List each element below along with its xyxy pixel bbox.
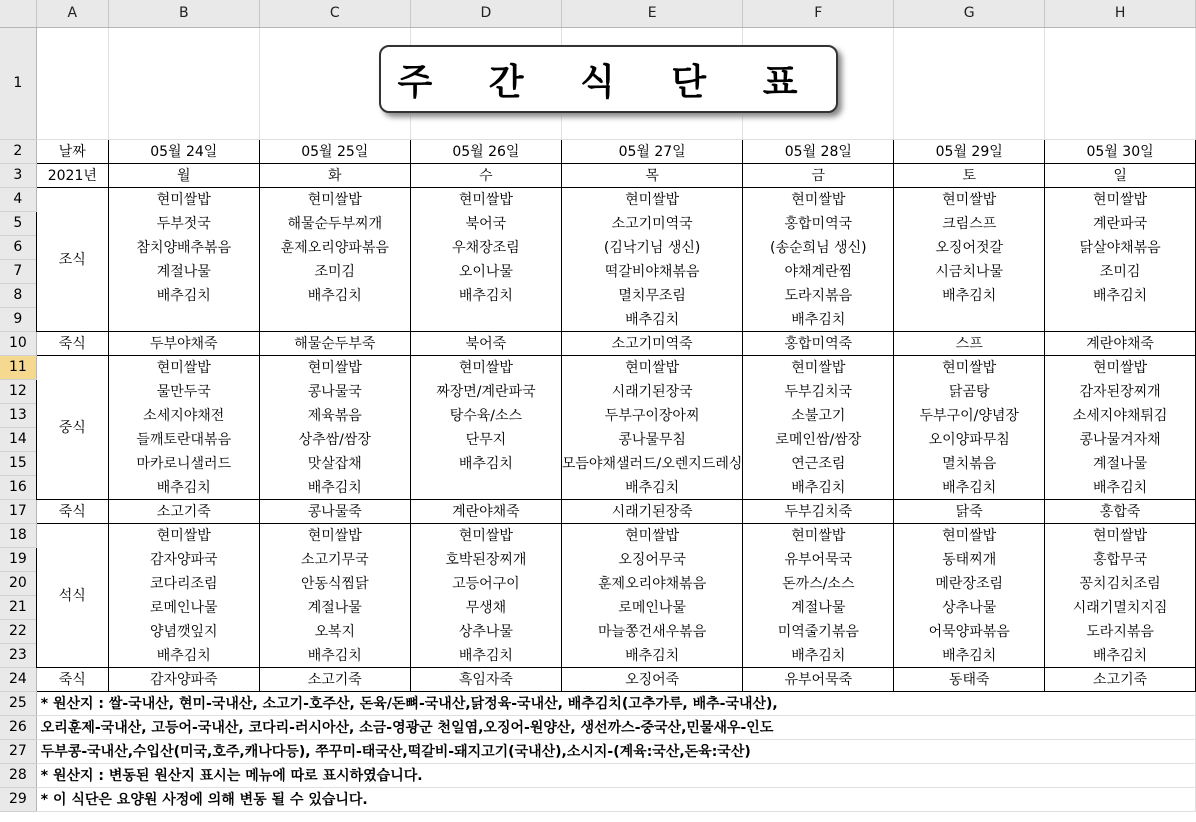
lunch-menu-cell[interactable]: 맛살잡채	[259, 451, 410, 475]
breakfast-menu-cell[interactable]: 현미쌀밥	[259, 187, 410, 211]
row-header-22[interactable]: 22	[0, 619, 36, 643]
dinner-menu-cell[interactable]: 양념깻잎지	[108, 619, 259, 643]
row-header-20[interactable]: 20	[0, 571, 36, 595]
column-header-a[interactable]: A	[36, 0, 108, 27]
breakfast-menu-cell[interactable]	[259, 307, 410, 331]
breakfast-menu-cell[interactable]: 배추김치	[743, 307, 894, 331]
porridge-menu-cell[interactable]: 북어죽	[410, 331, 561, 355]
day-cell[interactable]: 수	[410, 163, 561, 187]
lunch-menu-cell[interactable]: 현미쌀밥	[410, 355, 561, 379]
lunch-menu-cell[interactable]: 소불고기	[743, 403, 894, 427]
date-cell[interactable]: 05월 28일	[743, 139, 894, 163]
dinner-menu-cell[interactable]: 안동식찜닭	[259, 571, 410, 595]
breakfast-menu-cell[interactable]: (송순희님 생신)	[743, 235, 894, 259]
lunch-menu-cell[interactable]: 현미쌀밥	[561, 355, 743, 379]
lunch-menu-cell[interactable]: 콩나물무침	[561, 427, 743, 451]
dinner-menu-cell[interactable]: 돈까스/소스	[743, 571, 894, 595]
dinner-menu-cell[interactable]: 메란장조림	[894, 571, 1045, 595]
day-cell[interactable]: 금	[743, 163, 894, 187]
porridge-label-cell[interactable]: 죽식	[36, 667, 108, 691]
breakfast-menu-cell[interactable]: 현미쌀밥	[743, 187, 894, 211]
porridge-menu-cell[interactable]: 시래기된장죽	[561, 499, 743, 523]
row-header-16[interactable]: 16	[0, 475, 36, 499]
row-header-27[interactable]: 27	[0, 739, 36, 763]
breakfast-menu-cell[interactable]: 훈제오리양파볶음	[259, 235, 410, 259]
row-header-9[interactable]: 9	[0, 307, 36, 331]
porridge-label-cell[interactable]: 죽식	[36, 499, 108, 523]
lunch-menu-cell[interactable]: 현미쌀밥	[743, 355, 894, 379]
row-header-7[interactable]: 7	[0, 259, 36, 283]
row-header-1[interactable]: 1	[0, 27, 36, 139]
porridge-menu-cell[interactable]: 유부어묵죽	[743, 667, 894, 691]
dinner-label-cell[interactable]: 석식	[36, 523, 108, 667]
dinner-menu-cell[interactable]: 동태찌개	[894, 547, 1045, 571]
row-header-26[interactable]: 26	[0, 715, 36, 739]
dinner-menu-cell[interactable]: 코다리조림	[108, 571, 259, 595]
breakfast-menu-cell[interactable]: 조미김	[259, 259, 410, 283]
row-header-12[interactable]: 12	[0, 379, 36, 403]
origin-note[interactable]: 두부콩-국내산,수입산(미국,호주,캐나다등), 쭈꾸미-태국산,떡갈비-돼지고기(국내산),소시지-(계육:국산,돈육:국산)	[36, 739, 1195, 763]
breakfast-menu-cell[interactable]: 두부젓국	[108, 211, 259, 235]
cell[interactable]	[894, 27, 1045, 139]
dinner-menu-cell[interactable]: 로메인나물	[561, 595, 743, 619]
lunch-menu-cell[interactable]: 콩나물국	[259, 379, 410, 403]
cell[interactable]	[36, 27, 108, 139]
origin-note[interactable]: * 원산지 : 쌀-국내산, 현미-국내산, 소고기-호주산, 돈육/돈뼈-국내산,닭정육-국내산, 배추김치(고추가루, 배추-국내산),	[36, 691, 1195, 715]
lunch-menu-cell[interactable]: 배추김치	[410, 451, 561, 475]
date-cell[interactable]: 05월 24일	[108, 139, 259, 163]
dinner-menu-cell[interactable]: 현미쌀밥	[410, 523, 561, 547]
lunch-menu-cell[interactable]: 단무지	[410, 427, 561, 451]
lunch-menu-cell[interactable]: 두부구이/양념장	[894, 403, 1045, 427]
select-all-corner[interactable]	[0, 0, 36, 27]
porridge-menu-cell[interactable]: 흑임자죽	[410, 667, 561, 691]
breakfast-label-cell[interactable]: 조식	[36, 187, 108, 331]
dinner-menu-cell[interactable]: 배추김치	[743, 643, 894, 667]
year-label-cell[interactable]: 2021년	[36, 163, 108, 187]
row-header-15[interactable]: 15	[0, 451, 36, 475]
dinner-menu-cell[interactable]: 로메인나물	[108, 595, 259, 619]
row-header-23[interactable]: 23	[0, 643, 36, 667]
breakfast-menu-cell[interactable]: 현미쌀밥	[561, 187, 743, 211]
breakfast-menu-cell[interactable]: 멸치무조림	[561, 283, 743, 307]
cell[interactable]	[1045, 27, 1196, 139]
lunch-menu-cell[interactable]: 배추김치	[108, 475, 259, 499]
lunch-menu-cell[interactable]: 오이양파무침	[894, 427, 1045, 451]
date-label-cell[interactable]: 날짜	[36, 139, 108, 163]
column-header-e[interactable]: E	[561, 0, 743, 27]
porridge-menu-cell[interactable]: 오징어죽	[561, 667, 743, 691]
porridge-label-cell[interactable]: 죽식	[36, 331, 108, 355]
dinner-menu-cell[interactable]: 배추김치	[894, 643, 1045, 667]
lunch-menu-cell[interactable]: 배추김치	[561, 475, 743, 499]
lunch-menu-cell[interactable]: 배추김치	[894, 475, 1045, 499]
porridge-menu-cell[interactable]: 감자양파죽	[108, 667, 259, 691]
breakfast-menu-cell[interactable]: 현미쌀밥	[1045, 187, 1196, 211]
day-cell[interactable]: 월	[108, 163, 259, 187]
column-header-g[interactable]: G	[894, 0, 1045, 27]
dinner-menu-cell[interactable]: 고등어구이	[410, 571, 561, 595]
dinner-menu-cell[interactable]: 현미쌀밥	[561, 523, 743, 547]
breakfast-menu-cell[interactable]: 오징어젓갈	[894, 235, 1045, 259]
dinner-menu-cell[interactable]: 현미쌀밥	[743, 523, 894, 547]
breakfast-menu-cell[interactable]	[1045, 307, 1196, 331]
porridge-menu-cell[interactable]: 계란야채죽	[410, 499, 561, 523]
breakfast-menu-cell[interactable]: 도라지볶음	[743, 283, 894, 307]
breakfast-menu-cell[interactable]: 우채장조림	[410, 235, 561, 259]
dinner-menu-cell[interactable]: 현미쌀밥	[894, 523, 1045, 547]
breakfast-menu-cell[interactable]: 배추김치	[1045, 283, 1196, 307]
dinner-menu-cell[interactable]: 어묵양파볶음	[894, 619, 1045, 643]
breakfast-menu-cell[interactable]: 계란파국	[1045, 211, 1196, 235]
lunch-menu-cell[interactable]: 탕수육/소스	[410, 403, 561, 427]
date-cell[interactable]: 05월 27일	[561, 139, 743, 163]
breakfast-menu-cell[interactable]: 시금치나물	[894, 259, 1045, 283]
row-header-2[interactable]: 2	[0, 139, 36, 163]
dinner-menu-cell[interactable]: 배추김치	[108, 643, 259, 667]
lunch-menu-cell[interactable]: 닭곰탕	[894, 379, 1045, 403]
porridge-menu-cell[interactable]: 스프	[894, 331, 1045, 355]
dinner-menu-cell[interactable]: 오징어무국	[561, 547, 743, 571]
dinner-menu-cell[interactable]: 미역줄기볶음	[743, 619, 894, 643]
row-header-25[interactable]: 25	[0, 691, 36, 715]
breakfast-menu-cell[interactable]: 배추김치	[108, 283, 259, 307]
dinner-menu-cell[interactable]: 배추김치	[410, 643, 561, 667]
lunch-menu-cell[interactable]	[410, 475, 561, 499]
breakfast-menu-cell[interactable]: 닭살야채볶음	[1045, 235, 1196, 259]
lunch-menu-cell[interactable]: 물만두국	[108, 379, 259, 403]
dinner-menu-cell[interactable]: 훈제오리야채볶음	[561, 571, 743, 595]
lunch-menu-cell[interactable]: 모듬야채샐러드/오렌지드레싱	[561, 451, 743, 475]
cell[interactable]	[108, 27, 259, 139]
day-cell[interactable]: 목	[561, 163, 743, 187]
breakfast-menu-cell[interactable]: 배추김치	[259, 283, 410, 307]
lunch-menu-cell[interactable]: 현미쌀밥	[259, 355, 410, 379]
breakfast-menu-cell[interactable]: 현미쌀밥	[108, 187, 259, 211]
breakfast-menu-cell[interactable]: 크림스프	[894, 211, 1045, 235]
origin-note[interactable]: 오리훈제-국내산, 고등어-국내산, 코다리-러시아산, 소금-영광군 천일염,오징어-원양산, 생선까스-중국산,민물새우-인도	[36, 715, 1195, 739]
dinner-menu-cell[interactable]: 계절나물	[259, 595, 410, 619]
porridge-menu-cell[interactable]: 홍합죽	[1045, 499, 1196, 523]
dinner-menu-cell[interactable]: 현미쌀밥	[1045, 523, 1196, 547]
dinner-menu-cell[interactable]: 유부어묵국	[743, 547, 894, 571]
lunch-menu-cell[interactable]: 배추김치	[1045, 475, 1196, 499]
lunch-menu-cell[interactable]: 로메인쌈/쌈장	[743, 427, 894, 451]
dinner-menu-cell[interactable]: 도라지볶음	[1045, 619, 1196, 643]
dinner-menu-cell[interactable]: 계절나물	[743, 595, 894, 619]
breakfast-menu-cell[interactable]: 참치양배추볶음	[108, 235, 259, 259]
porridge-menu-cell[interactable]: 소고기죽	[259, 667, 410, 691]
porridge-menu-cell[interactable]: 소고기미역죽	[561, 331, 743, 355]
date-cell[interactable]: 05월 25일	[259, 139, 410, 163]
lunch-menu-cell[interactable]: 현미쌀밥	[108, 355, 259, 379]
dinner-menu-cell[interactable]: 호박된장찌개	[410, 547, 561, 571]
row-header-5[interactable]: 5	[0, 211, 36, 235]
dinner-menu-cell[interactable]: 배추김치	[1045, 643, 1196, 667]
breakfast-menu-cell[interactable]: 현미쌀밥	[410, 187, 561, 211]
lunch-menu-cell[interactable]: 시래기된장국	[561, 379, 743, 403]
breakfast-menu-cell[interactable]: 배추김치	[410, 283, 561, 307]
lunch-menu-cell[interactable]: 두부구이장아찌	[561, 403, 743, 427]
breakfast-menu-cell[interactable]: 계절나물	[108, 259, 259, 283]
dinner-menu-cell[interactable]: 무생채	[410, 595, 561, 619]
porridge-menu-cell[interactable]: 홍합미역죽	[743, 331, 894, 355]
lunch-menu-cell[interactable]: 현미쌀밥	[1045, 355, 1196, 379]
lunch-menu-cell[interactable]: 현미쌀밥	[894, 355, 1045, 379]
dinner-menu-cell[interactable]: 현미쌀밥	[259, 523, 410, 547]
porridge-menu-cell[interactable]: 두부야채죽	[108, 331, 259, 355]
origin-note[interactable]: * 이 식단은 요양원 사정에 의해 변동 될 수 있습니다.	[36, 787, 1195, 811]
column-header-b[interactable]: B	[108, 0, 259, 27]
origin-note[interactable]: * 원산지 : 변동된 원산지 표시는 메뉴에 따로 표시하였습니다.	[36, 763, 1195, 787]
dinner-menu-cell[interactable]: 꽁치김치조림	[1045, 571, 1196, 595]
column-header-f[interactable]: F	[743, 0, 894, 27]
lunch-menu-cell[interactable]: 계절나물	[1045, 451, 1196, 475]
breakfast-menu-cell[interactable]: 떡갈비야채볶음	[561, 259, 743, 283]
lunch-menu-cell[interactable]: 상추쌈/쌈장	[259, 427, 410, 451]
porridge-menu-cell[interactable]: 계란야채죽	[1045, 331, 1196, 355]
lunch-menu-cell[interactable]: 소세지야채튀김	[1045, 403, 1196, 427]
row-header-8[interactable]: 8	[0, 283, 36, 307]
lunch-menu-cell[interactable]: 마카로니샐러드	[108, 451, 259, 475]
breakfast-menu-cell[interactable]	[410, 307, 561, 331]
row-header-24[interactable]: 24	[0, 667, 36, 691]
breakfast-menu-cell[interactable]: 오이나물	[410, 259, 561, 283]
day-cell[interactable]: 일	[1045, 163, 1196, 187]
lunch-label-cell[interactable]: 중식	[36, 355, 108, 499]
breakfast-menu-cell[interactable]: 소고기미역국	[561, 211, 743, 235]
breakfast-menu-cell[interactable]: 조미김	[1045, 259, 1196, 283]
page-title: 주 간 식 단 표	[379, 45, 838, 113]
porridge-menu-cell[interactable]: 두부김치죽	[743, 499, 894, 523]
column-header-h[interactable]: H	[1045, 0, 1196, 27]
breakfast-menu-cell[interactable]: 홍합미역국	[743, 211, 894, 235]
dinner-menu-cell[interactable]: 감자양파국	[108, 547, 259, 571]
breakfast-menu-cell[interactable]: (김낙기님 생신)	[561, 235, 743, 259]
row-header-10[interactable]: 10	[0, 331, 36, 355]
row-header-4[interactable]: 4	[0, 187, 36, 211]
row-header-13[interactable]: 13	[0, 403, 36, 427]
row-header-19[interactable]: 19	[0, 547, 36, 571]
column-header-c[interactable]: C	[259, 0, 410, 27]
breakfast-menu-cell[interactable]	[894, 307, 1045, 331]
day-cell[interactable]: 토	[894, 163, 1045, 187]
porridge-menu-cell[interactable]: 콩나물죽	[259, 499, 410, 523]
dinner-menu-cell[interactable]: 홍합무국	[1045, 547, 1196, 571]
porridge-menu-cell[interactable]: 소고기죽	[1045, 667, 1196, 691]
lunch-menu-cell[interactable]: 두부김치국	[743, 379, 894, 403]
breakfast-menu-cell[interactable]: 해물순두부찌개	[259, 211, 410, 235]
lunch-menu-cell[interactable]: 멸치볶음	[894, 451, 1045, 475]
lunch-menu-cell[interactable]: 감자된장찌개	[1045, 379, 1196, 403]
column-header-d[interactable]: D	[410, 0, 561, 27]
row-header-28[interactable]: 28	[0, 763, 36, 787]
breakfast-menu-cell[interactable]: 야채계란찜	[743, 259, 894, 283]
dinner-menu-cell[interactable]: 현미쌀밥	[108, 523, 259, 547]
breakfast-menu-cell[interactable]: 배추김치	[894, 283, 1045, 307]
day-cell[interactable]: 화	[259, 163, 410, 187]
porridge-menu-cell[interactable]: 해물순두부죽	[259, 331, 410, 355]
dinner-menu-cell[interactable]: 배추김치	[561, 643, 743, 667]
porridge-menu-cell[interactable]: 동태죽	[894, 667, 1045, 691]
row-header-21[interactable]: 21	[0, 595, 36, 619]
breakfast-menu-cell[interactable]: 배추김치	[561, 307, 743, 331]
lunch-menu-cell[interactable]: 소세지야채전	[108, 403, 259, 427]
date-cell[interactable]: 05월 26일	[410, 139, 561, 163]
date-cell[interactable]: 05월 30일	[1045, 139, 1196, 163]
dinner-menu-cell[interactable]: 오복지	[259, 619, 410, 643]
breakfast-menu-cell[interactable]	[108, 307, 259, 331]
lunch-menu-cell[interactable]: 콩나물겨자채	[1045, 427, 1196, 451]
dinner-menu-cell[interactable]: 시래기멸치지짐	[1045, 595, 1196, 619]
lunch-menu-cell[interactable]: 배추김치	[743, 475, 894, 499]
lunch-menu-cell[interactable]: 들깨토란대볶음	[108, 427, 259, 451]
row-header-11[interactable]: 11	[0, 355, 36, 379]
breakfast-menu-cell[interactable]: 북어국	[410, 211, 561, 235]
porridge-menu-cell[interactable]: 닭죽	[894, 499, 1045, 523]
row-header-18[interactable]: 18	[0, 523, 36, 547]
dinner-menu-cell[interactable]: 상추나물	[410, 619, 561, 643]
porridge-menu-cell[interactable]: 소고기죽	[108, 499, 259, 523]
lunch-menu-cell[interactable]: 제육볶음	[259, 403, 410, 427]
lunch-menu-cell[interactable]: 배추김치	[259, 475, 410, 499]
dinner-menu-cell[interactable]: 소고기무국	[259, 547, 410, 571]
date-cell[interactable]: 05월 29일	[894, 139, 1045, 163]
dinner-menu-cell[interactable]: 상추나물	[894, 595, 1045, 619]
lunch-menu-cell[interactable]: 짜장면/계란파국	[410, 379, 561, 403]
row-header-14[interactable]: 14	[0, 427, 36, 451]
dinner-menu-cell[interactable]: 마늘쫑건새우볶음	[561, 619, 743, 643]
row-header-3[interactable]: 3	[0, 163, 36, 187]
row-header-29[interactable]: 29	[0, 787, 36, 811]
lunch-menu-cell[interactable]: 연근조림	[743, 451, 894, 475]
dinner-menu-cell[interactable]: 배추김치	[259, 643, 410, 667]
row-header-6[interactable]: 6	[0, 235, 36, 259]
row-header-17[interactable]: 17	[0, 499, 36, 523]
breakfast-menu-cell[interactable]: 현미쌀밥	[894, 187, 1045, 211]
